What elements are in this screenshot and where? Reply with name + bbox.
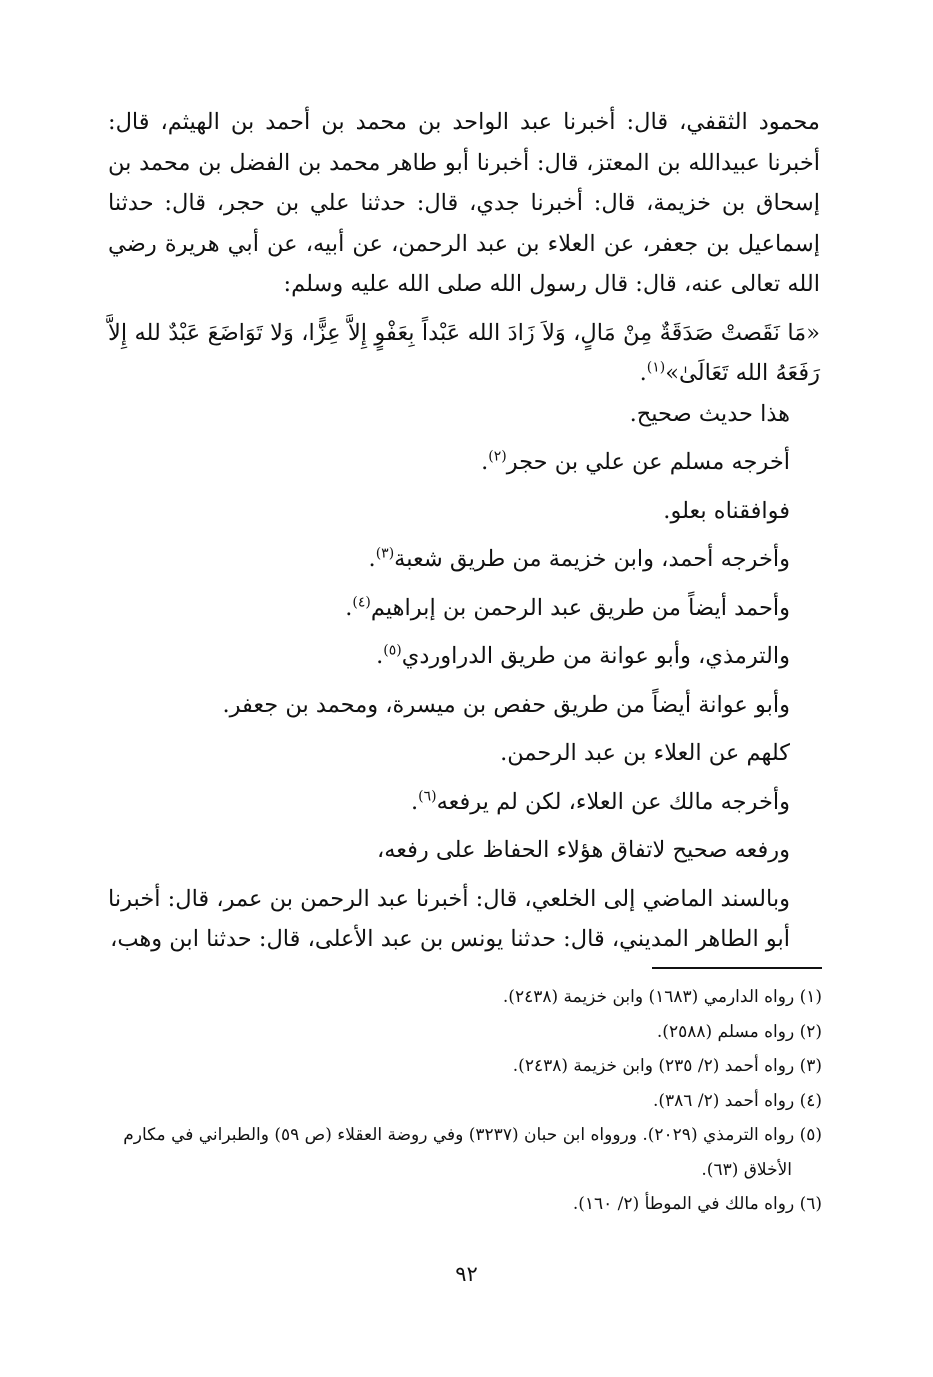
takhrij-line <box>108 442 820 483</box>
hadith-text <box>108 313 820 394</box>
footnote-ref: (٥) <box>383 642 402 659</box>
takhrij-line <box>108 491 820 532</box>
takhrij-line <box>108 733 820 774</box>
takhrij-line <box>108 636 820 677</box>
grading-line <box>108 394 820 435</box>
footnote-separator <box>652 967 822 969</box>
paragraph-end: . <box>639 360 647 386</box>
paragraph-text: وأخرجه مالك عن العلاء، لكن لم يرفعه <box>436 788 790 815</box>
paragraph-text: فوافقناه بعلو. <box>663 497 790 524</box>
paragraph-text: وأخرجه أحمد، وابن خزيمة من طريق شعبة <box>394 546 790 572</box>
isnad-paragraph <box>108 102 820 305</box>
takhrij-line <box>108 685 820 726</box>
footnote-ref: (٤) <box>352 594 371 610</box>
paragraph-text: وبالسند الماضي إلى الخلعي، قال: أخبرنا عبد الرحمن بن عمر، قال: أخبرنا أبو الطاهر المديني، قال: حدثنا يونس بن عبد الأعلى، قال: حدثنا ابن وهب، <box>108 885 790 952</box>
paragraph-end: . <box>368 546 376 572</box>
isnad-paragraph <box>108 879 820 960</box>
footnote: (٤) رواه أحمد (٢/ ٣٨٦). <box>652 1090 822 1111</box>
footnote: (٣) رواه أحمد (٢/ ٢٣٥) وابن خزيمة (٢٤٣٨). <box>512 1056 822 1076</box>
footnote: (٥) رواه الترمذي (٢٠٢٩). وروواه ابن حبان (٣٢٣٧) وفي روضة العقلاء (ص ٥٩) والطبراني في مكارم الأخلاق (٦٣). <box>123 1125 822 1180</box>
paragraph-text: محمود الثقفي، قال: أخبرنا عبد الواحد بن محمد بن أحمد بن الهيثم، قال: أخبرنا عبيدالله بن المعتز، قال: أخبرنا أبو طاهر محمد بن الفضل بن محمد بن إسحاق بن خزيمة، قال: أخبرنا جدي، قال: حدثنا علي بن حجر، قال: حدثنا إسماعيل بن جعفر، عن العلاء بن عبد الرحمن، عن أبيه، عن أبي هريرة رضي الله تعالى عنه، قال: قال رسول الله صلى الله عليه وسلم: <box>108 109 820 297</box>
footnote: (٦) رواه مالك في الموطأ (٢/ ١٦٠). <box>572 1194 822 1214</box>
paragraph-text: وأحمد أيضاً من طريق عبد الرحمن بن إبراهيم <box>370 594 790 621</box>
footnote-ref: (٦) <box>418 788 437 804</box>
takhrij-line <box>108 782 820 823</box>
paragraph-text: كلهم عن العلاء بن عبد الرحمن. <box>500 740 790 766</box>
footnote-ref: (٢) <box>488 448 507 465</box>
paragraph-text: وأبو عوانة أيضاً من طريق حفص بن ميسرة، ومحمد بن جعفر. <box>222 691 790 718</box>
paragraph-end: . <box>376 643 384 669</box>
footnote-ref: (١) <box>646 359 666 376</box>
takhrij-line <box>108 830 820 871</box>
paragraph-end: . <box>410 788 419 815</box>
takhrij-line <box>108 539 820 580</box>
paragraph-text: والترمذي، وأبو عوانة من طريق الدراوردي <box>401 643 790 669</box>
takhrij-line <box>108 588 820 629</box>
page-number: ٩٢ <box>455 1262 478 1286</box>
paragraph-text: هذا حديث صحيح. <box>629 400 790 427</box>
paragraph-text: ورفعه صحيح لاتفاق هؤلاء الحفاظ على رفعه، <box>376 837 790 863</box>
paragraph-end: . <box>481 449 489 475</box>
main-text <box>108 102 820 960</box>
footnote: (١) رواه الدارمي (١٦٨٣) وابن خزيمة (٢٤٣٨). <box>502 987 822 1007</box>
footnote: (٢) رواه مسلم (٢٥٨٨). <box>656 1021 822 1042</box>
footnotes <box>108 980 822 1222</box>
paragraph-text: أخرجه مسلم عن علي بن حجر <box>506 449 790 475</box>
footnote-ref: (٣) <box>375 545 395 562</box>
paragraph-text: «مَا نَقَصتْ صَدَقَةٌ مِنْ مَالٍ، وَلاَ زَادَ الله عَبْداً بِعَفْوٍ إِلاَّ عِزًّا، وَلا تَوَاضَعَ عَبْدٌ لله إِلاَّ رَفَعَهُ الله تَعَالَىٰ» <box>108 319 820 386</box>
paragraph-end: . <box>345 594 353 621</box>
